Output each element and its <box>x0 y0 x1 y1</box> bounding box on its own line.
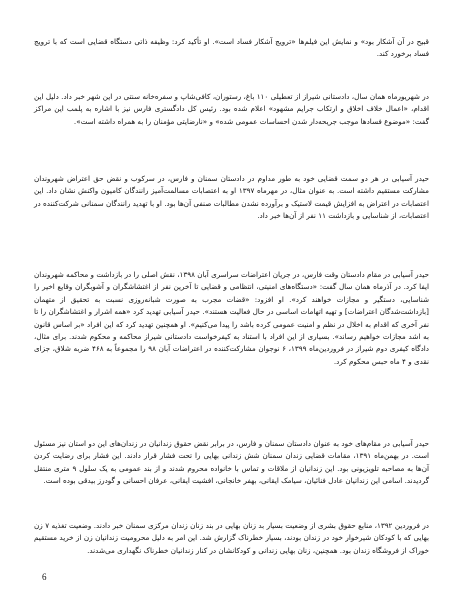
page-number: 6 <box>42 572 47 582</box>
paragraph-5: حیدر آسیابی در مقام‌های خود به عنوان دادستان سمنان و فارس، در برابر نقض حقوق زندانیان در زندان‌های این دو استان نیز مسئول است. در بهمن‌ماه ۱۳۹۱، مقامات قضایی زندان سمنان شش زندانی بهایی را تحت فشار قرار دادند. این فشار برای رضایت کردن آن‌ها به مصاحبه تلویزیونی بود. این زندانیان از ملاقات و تماس با خانواده محروم شدند و از بند عمومی به یک سلول ۹ متری منتقل گردیدند. اسامی این زندانیان عادل فنائیان، سیامک ایقانی، بهفر خانجانی، افشیت ایقانی، عرفان احسانی و گودرز بیدقی بوده است. <box>34 439 429 486</box>
paragraph-2: در شهریورماه همان سال، دادستانی شیراز از تعطیلی ۱۱۰ باغ، رستوران، کافی‌شاپ و سفره‌خانه سنتی در این شهر خبر داد. دلیل این اقدام، «اعمال خلاف اخلاق و ارتکاب جرایم مشهود» اعلام شده بود. رئیس کل دادگستری فارس نیز با اشاره به پلمب این مراکز گفت: «موضوع فسادها موجب جریحه‌دار شدن احساسات عمومی شده» و «نارضایتی مؤمنان را به همراه داشته است». <box>34 92 429 126</box>
paragraph-3: حیدر آسیابی در هر دو سمت قضایی خود به طور مداوم در دادستان سمنان و فارس، در سرکوب و نقض حق اعتراض شهروندان مشارکت مستقیم داشته است. به عنوان مثال، در مهرماه ۱۳۹۷ او به اعتصابات مسالمت‌آمیز رانندگان کامیون واکنش نشان داد. این اعتصابات در اعتراض به افزایش قیمت لاستیک و برآورده نشدن مطالبات صنفی آن‌ها بود. او با تهدید رانندگان سمنانی شرکت‌کننده در اعتصابات، از شناسایی و بازداشت ۱۱ نفر از آن‌ها خبر داد. <box>34 174 430 221</box>
paragraph-6: در فروردین ۱۳۹۲، منابع حقوق بشری از وضعیت بسیار بد زنان بهایی در بند زنان زندان مرکزی سمنان خبر دادند. وضعیت تغذیه ۷ زن بهایی که با کودکان شیرخوار خود در زندان بودند، بسیار خطرناک گزارش شد. این امر به دلیل محرومیت زندانیان زن از خرید مستقیم خوراک از فروشگاه زندان بود. همچنین، زنان بهایی زندانی و کودکانشان در کنار زندانیان خطرناک نگهداری می‌شدند. <box>34 521 429 555</box>
paragraph-1: قبیح در آن آشکار بود» و نمایش این فیلم‌ها «ترویج آشکار فساد است». او تأکید کرد: وظیفه ذاتی دستگاه قضایی است که با ترویج فساد برخورد کند. <box>34 37 429 59</box>
paragraph-4: حیدر آسیابی در مقام دادستان وقت فارس، در جریان اعتراضات سراسری آبان ۱۳۹۸، نقش اصلی را در بازداشت و محاکمه شهروندان ایفا کرد. در آذرماه همان سال گفت: «دستگاه‌های امنیتی، انتظامی و قضایی تا آخرین نفر از اغتشاشگران و آشوبگران وقایع اخیر را شناسایی، دستگیر و مجازات خواهند کرد». او افزود: «قضات مجرب به صورت شبانه‌روزی نسبت به تحقیق از متهمان [بازداشت‌شدگان اعتراضات] و تهیه اتهامات اساسی در حال فعالیت هستند». حیدر آسیابی تهدید کرد «همه اشرار و اغتشاشگران را تا نفر آخری که اقدام به اخلال در نظم و امنیت عمومی کرده باشد را پیدا می‌کنیم». او همچنین تهدید کرد که این افراد «بر اساس قانون به اشد مجازات خواهیم رساند». بسیاری از این افراد با استناد به کیفرخواست دادستانی شیراز محاکمه و محکوم شدند. برای مثال، دادگاه کیفری دوم شیراز در فروردین‌ماه ۱۳۹۹، ۶ نوجوان مشارکت‌کننده در اعتراضات آبان ۹۸ را مجموعاً به ۴۶۸ ضربه شلاق، جزای نقدی و ۴ ماه حبس محکوم کرد. <box>34 270 429 366</box>
